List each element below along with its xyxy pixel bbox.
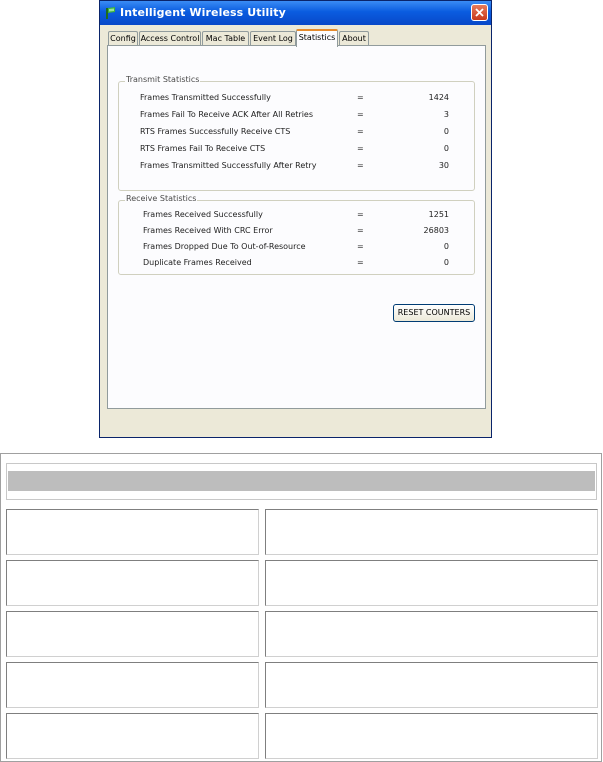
stat-equals: =: [357, 127, 364, 136]
tab-label: Mac Table: [205, 34, 246, 43]
group-title: Receive Statistics: [126, 194, 197, 203]
stat-value: 3: [443, 110, 449, 119]
stat-label: RTS Frames Successfully Receive CTS: [140, 127, 291, 136]
stat-row: [119, 144, 474, 156]
reset-counters-button[interactable]: RESET COUNTERS: [393, 304, 475, 322]
stat-equals: =: [357, 144, 364, 153]
stat-equals: =: [357, 226, 364, 235]
tab-label: Config: [110, 34, 136, 43]
tab-statistics[interactable]: [296, 29, 338, 47]
utility-window: [99, 0, 492, 438]
stat-value: 26803: [423, 226, 449, 235]
stat-label: Frames Received Successfully: [143, 210, 263, 219]
stat-row: [119, 93, 474, 105]
table-cell: [6, 509, 259, 555]
stat-row: [119, 226, 474, 238]
stat-equals: =: [357, 242, 364, 251]
stat-value: 0: [443, 127, 449, 136]
table-cell: [265, 560, 598, 606]
stat-label: RTS Frames Fail To Receive CTS: [140, 144, 266, 153]
table-header-fill: [8, 471, 595, 491]
table-header: [6, 463, 597, 500]
tab-about[interactable]: [339, 31, 369, 46]
stat-value: 30: [438, 161, 449, 170]
table-cell: [6, 713, 259, 759]
stat-value: 1251: [428, 210, 449, 219]
stat-row: [119, 242, 474, 254]
tab-mac-table[interactable]: [202, 31, 249, 46]
close-button[interactable]: [471, 4, 488, 21]
table-cell: [265, 662, 598, 708]
stat-row: [119, 110, 474, 122]
stat-value: 0: [443, 242, 449, 251]
stat-label: Frames Received With CRC Error: [143, 226, 273, 235]
tab-config[interactable]: [108, 31, 138, 46]
table-cell: [6, 662, 259, 708]
stat-equals: =: [357, 210, 364, 219]
stat-label: Frames Transmitted Successfully: [140, 93, 271, 102]
stat-row: [119, 210, 474, 222]
empty-table: [0, 453, 602, 762]
close-icon: [475, 8, 484, 17]
title-bar[interactable]: [100, 1, 491, 25]
tab-label: Access Control: [140, 34, 200, 43]
stat-label: Frames Dropped Due To Out-of-Resource: [143, 242, 306, 251]
stat-value: 0: [443, 258, 449, 267]
transmit-statistics-group: [118, 75, 475, 191]
stat-row: [119, 258, 474, 270]
table-cell: [265, 611, 598, 657]
stat-value: 1424: [428, 93, 449, 102]
stat-equals: =: [357, 93, 364, 102]
stat-row: [119, 127, 474, 139]
table-cell: [265, 509, 598, 555]
tab-label: Event Log: [253, 34, 293, 43]
stat-label: Duplicate Frames Received: [143, 258, 252, 267]
stat-label: Frames Fail To Receive ACK After All Retries: [140, 110, 314, 119]
stat-equals: =: [357, 110, 364, 119]
stat-row: [119, 161, 474, 173]
wireless-app-icon: [105, 6, 117, 19]
table-cell: [6, 611, 259, 657]
stat-value: 0: [443, 144, 449, 153]
tab-label: Statistics: [298, 33, 336, 42]
stat-equals: =: [357, 161, 364, 170]
stat-equals: =: [357, 258, 364, 267]
tab-event-log[interactable]: [250, 31, 296, 46]
stat-label: Frames Transmitted Successfully After Retry: [140, 161, 317, 170]
statistics-panel: [107, 45, 486, 409]
group-title: Transmit Statistics: [126, 75, 200, 84]
tab-label: About: [342, 34, 366, 43]
window-title: Intelligent Wireless Utility: [120, 6, 286, 19]
receive-statistics-group: [118, 194, 475, 275]
table-cell: [6, 560, 259, 606]
table-cell: [265, 713, 598, 759]
tab-access-control[interactable]: [139, 31, 201, 46]
